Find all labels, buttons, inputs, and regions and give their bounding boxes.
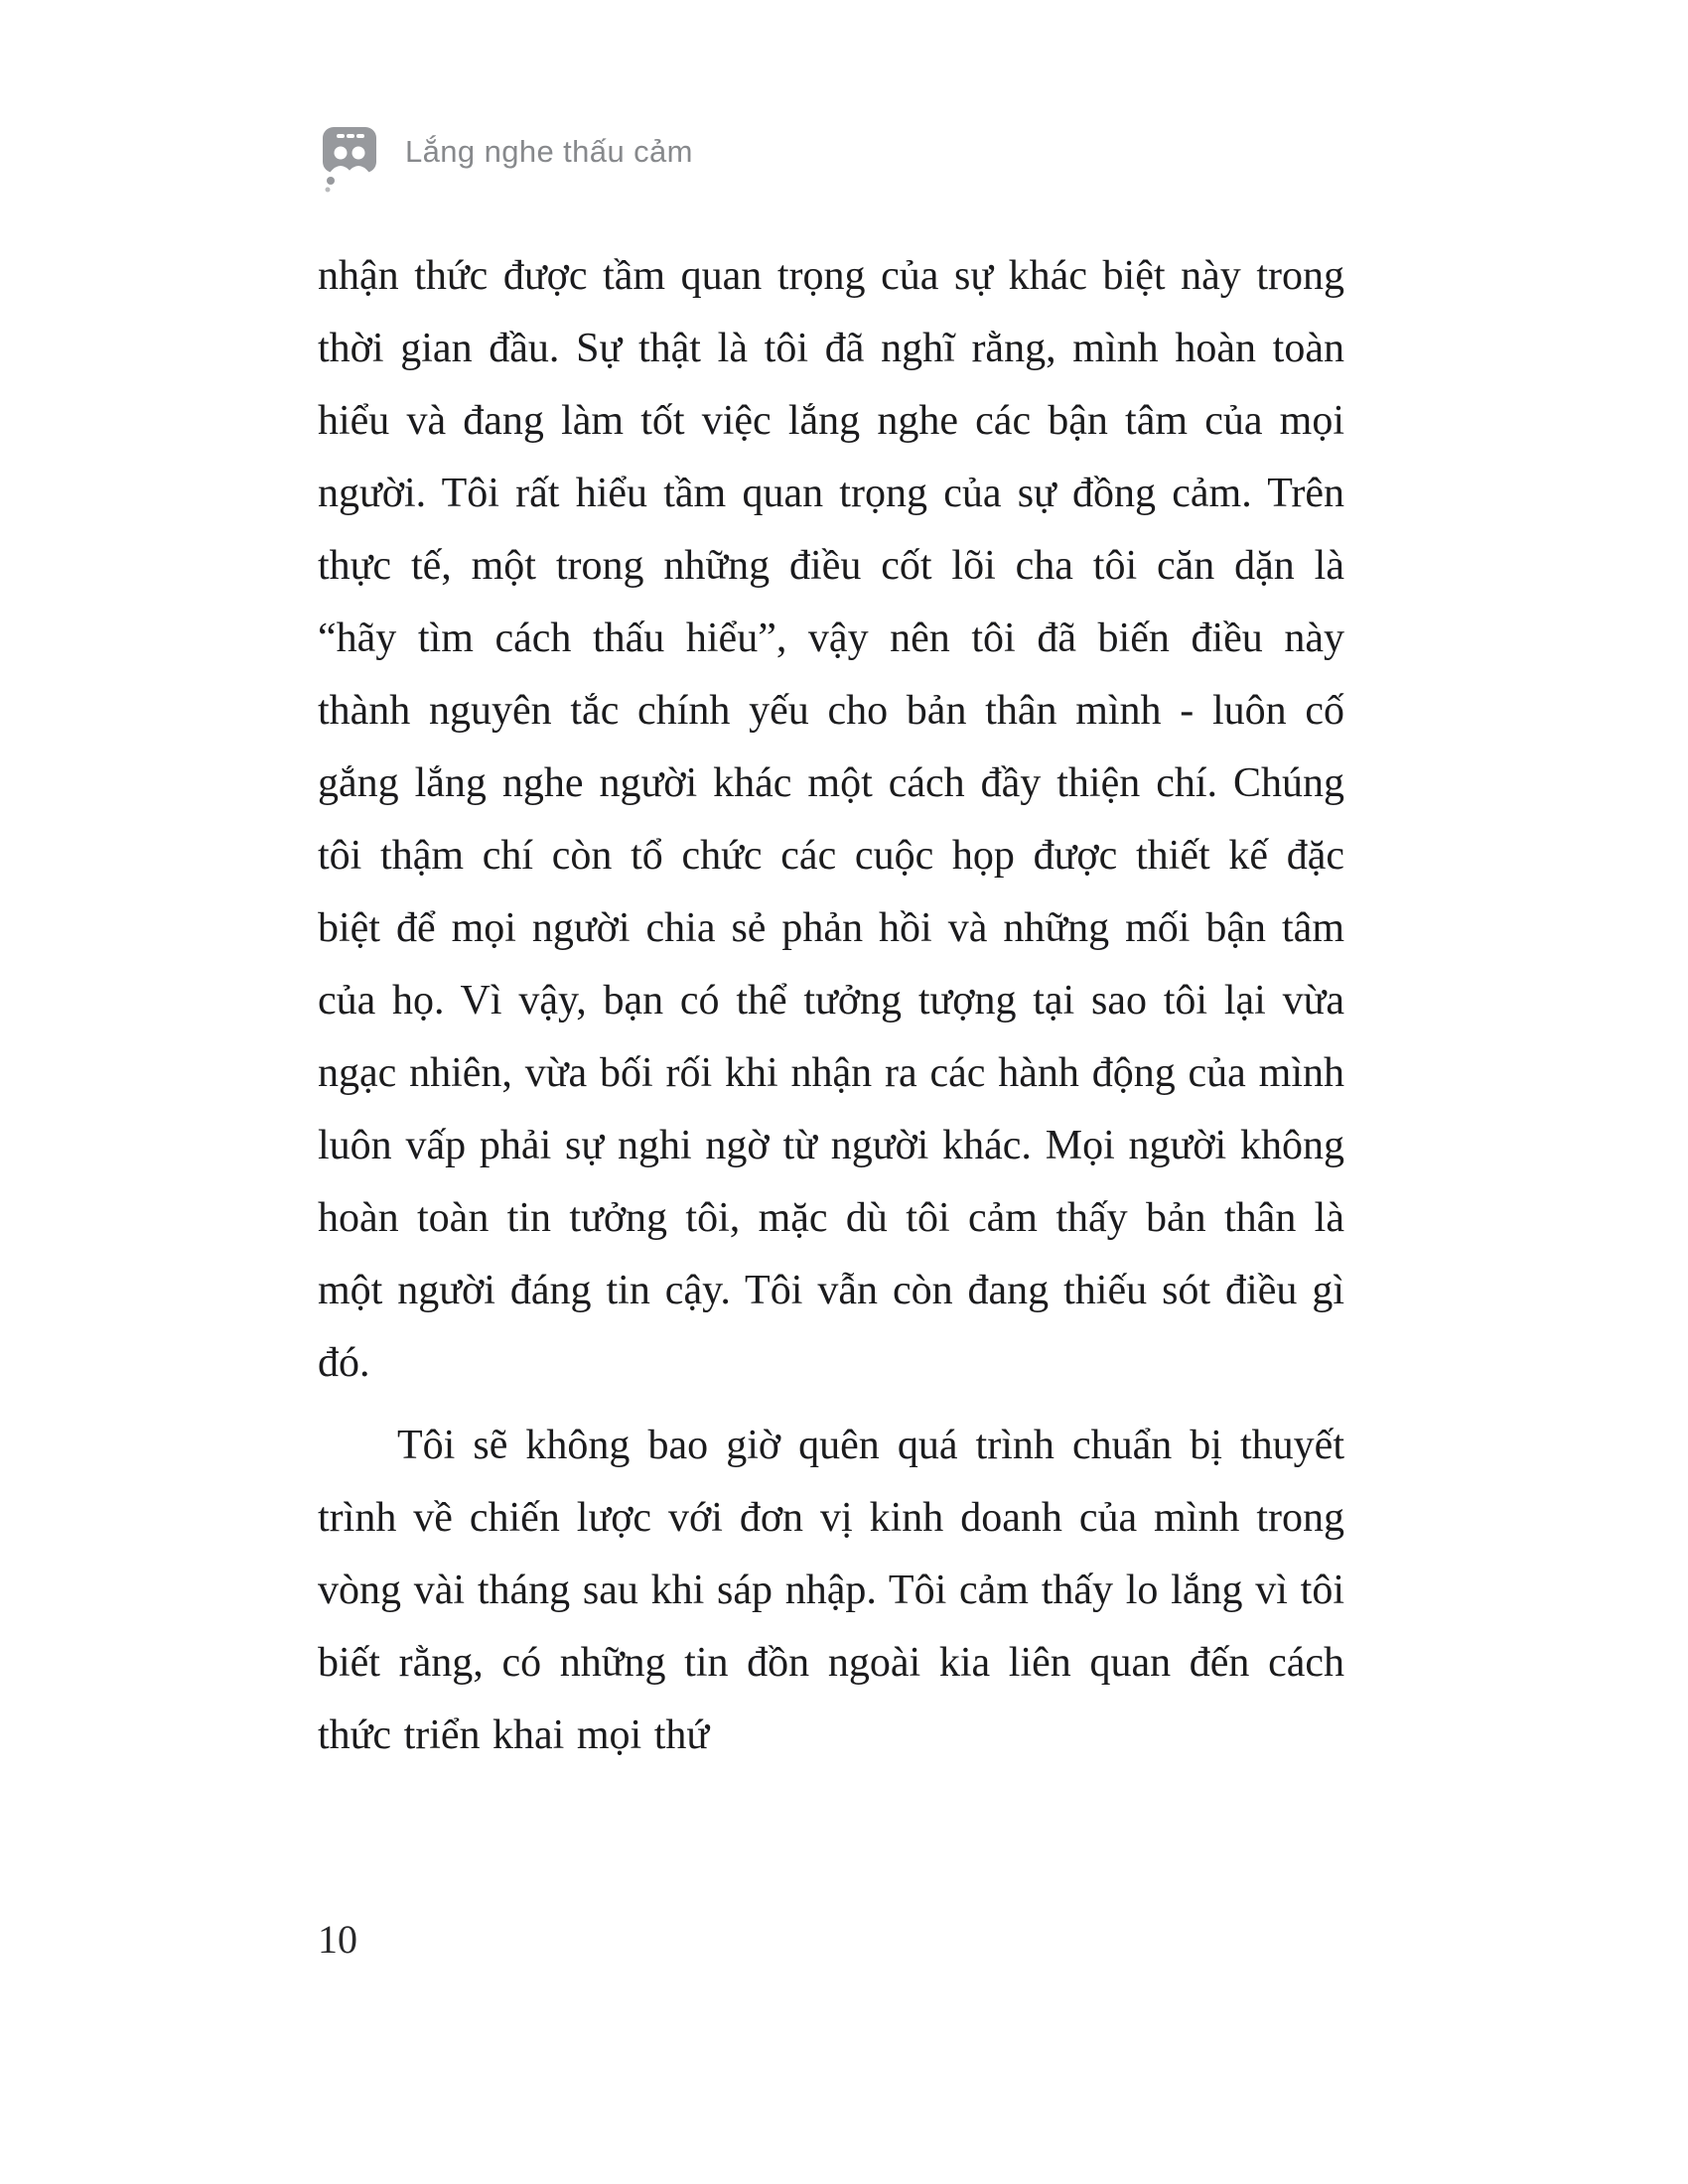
body-paragraph: nhận thức được tầm quan trọng của sự khác biệt này trong thời gian đầu. Sự thật là tôi đã nghĩ rằng, mình hoàn toàn hiểu và đang làm tốt việc lắng nghe các bận tâm của mọi người. Tôi rất hiểu tầm quan trọng của sự đồng cảm. Trên thực tế, một trong những điều cốt lõi cha tôi căn dặn là “hãy tìm cách thấu hiểu”, vậy nên tôi đã biến điều này thành nguyên tắc chính yếu cho bản thân mình - luôn cố gắng lắng nghe người khác một cách đầy thiện chí. Chúng tôi thậm chí còn tổ chức các cuộc họp được thiết kế đặc biệt để mọi người chia sẻ phản hồi và những mối bận tâm của họ. Vì vậy, bạn có thể tưởng tượng tại sao tôi lại vừa ngạc nhiên, vừa bối rối khi nhận ra các hành động của mình luôn vấp phải sự nghi ngờ từ người khác. Mọi người không hoàn toàn tin tưởng tôi, mặc dù tôi cảm thấy bản thân là một người đáng tin cậy. Tôi vẫn còn đang thiếu sót điều gì đó. (318, 253, 1344, 1386)
page-number: 10 (318, 1917, 357, 1962)
page-header (316, 117, 693, 195)
running-head-title: Lắng nghe thấu cảm (405, 134, 693, 169)
people-chat-icon (316, 117, 385, 195)
body-paragraph: Tôi sẽ không bao giờ quên quá trình chuẩn bị thuyết trình về chiến lược với đơn vị kinh doanh của mình trong vòng vài tháng sau khi sáp nhập. Tôi cảm thấy lo lắng vì tôi biết rằng, có những tin đồn ngoài kia liên quan đến cách thức triển khai mọi thứ (318, 1423, 1344, 1758)
page-footer (318, 1916, 357, 1963)
page-body (318, 240, 1344, 1772)
